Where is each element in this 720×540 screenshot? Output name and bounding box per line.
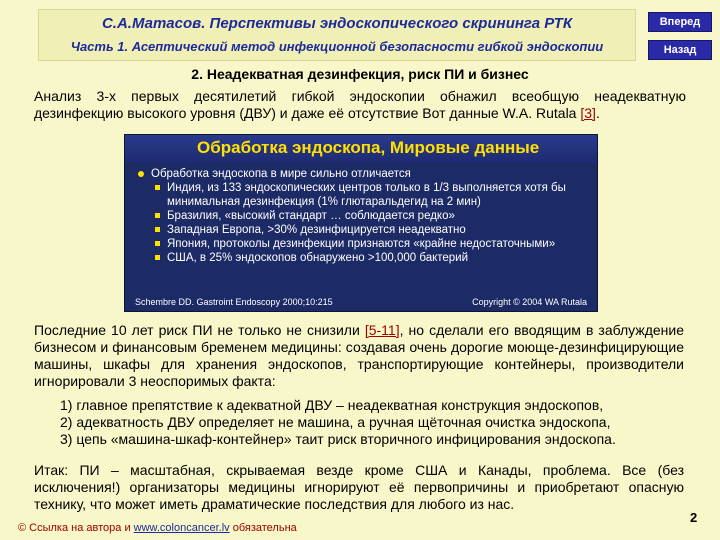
- slide-body: [135, 167, 589, 265]
- ref-link-3[interactable]: [3]: [580, 105, 596, 121]
- ref-link-5-11[interactable]: [5-11]: [364, 322, 400, 338]
- page-title: С.А.Матасов. Перспективы эндоскопического скрининга РТК: [101, 15, 573, 32]
- footer-site-link[interactable]: www.coloncancer.lv: [133, 522, 230, 534]
- conclusion-paragraph: Итак: ПИ – масштабная, скрываемая везде кроме США и Канады, проблема. Все (без исключения!) организаторы медицины игнорируют её первопричины и приобретают опасную технику, что может иметь драматические последствия для любого из нас.: [34, 462, 684, 512]
- fact-item-3: 3) цепь «машина-шкаф-контейнер» таит риск вторичного инфицирования эндоскопа.: [60, 431, 616, 447]
- page-subtitle: Часть 1. Асептический метод инфекционной безопасности гибкой эндоскопии: [70, 39, 604, 54]
- body-paragraph: [34, 322, 684, 390]
- intro-paragraph: [34, 88, 686, 122]
- title-box: [38, 9, 636, 61]
- slide-copyright: Copyright © 2004 WA Rutala: [472, 297, 587, 307]
- forward-button[interactable]: Вперед: [648, 12, 712, 32]
- intro-end: .: [595, 105, 600, 121]
- page-number: 2: [690, 510, 698, 525]
- section-title: 2. Неадекватная дезинфекция, риск ПИ и бизнес: [191, 66, 529, 82]
- slide-bullet-japan: Япония, протоколы дезинфекции признаются «крайне недостаточными»: [135, 237, 589, 251]
- slide-header: [125, 135, 597, 163]
- slide-main-bullet: Обработка эндоскопа в мире сильно отличается: [135, 167, 589, 181]
- slide-bullet-usa: США, в 25% эндоскопов обнаружено >100,000 бактерий: [135, 251, 589, 265]
- body-text-a: Последние 10 лет риск ПИ не только не снизили: [34, 322, 365, 338]
- footer-note: [18, 522, 297, 534]
- slide-footer: [135, 297, 587, 307]
- slide-title: Обработка эндоскопа, Мировые данные: [197, 138, 540, 157]
- slide-bullet-india: Индия, из 133 эндоскопических центров только в 1/3 выполняется хотя бы: [135, 181, 589, 195]
- intro-text: Анализ 3-х первых десятилетий гибкой эндоскопии обнажил всеобщую неадекватную дезинфекцию высокого уровня (ДВУ) и даже её отсутствие Вот данные W.A. Rutala: [34, 88, 686, 121]
- rutala-slide-image: [124, 134, 598, 312]
- slide-source: Schembre DD. Gastroint Endoscopy 2000;10:215: [135, 297, 333, 307]
- back-button[interactable]: Назад: [648, 40, 712, 60]
- footer-suffix: обязательна: [229, 522, 297, 534]
- body-text-b: , но сделали его вводящим в заблуждение бизнесом и финансовым бременем медицины: создавая очень дорогие моюще-дезинфицирующие машины, шкафы для хранения эндоскопов, транспортирующие контейнеры, производители игнорировали 3 неоспоримых факта:: [34, 322, 685, 389]
- footer-prefix: © Ссылка на автора и: [18, 522, 134, 534]
- fact-item-2: 2) адекватность ДВУ определяет не машина, а ручная щёточная очистка эндоскопа,: [60, 414, 611, 430]
- fact-list: [60, 397, 700, 448]
- slide-bullet-brazil: Бразилия, «высокий стандарт … соблюдается редко»: [135, 209, 589, 223]
- slide-bullet-europe: Западная Европа, >30% дезинфицируется неадекватно: [135, 223, 589, 237]
- slide-bullet-india-cont: минимальная дезинфекция (1% глютаральдегид на 2 мин): [167, 196, 481, 208]
- fact-item-1: 1) главное препятствие к адекватной ДВУ – неадекватная конструкция эндоскопов,: [60, 397, 604, 413]
